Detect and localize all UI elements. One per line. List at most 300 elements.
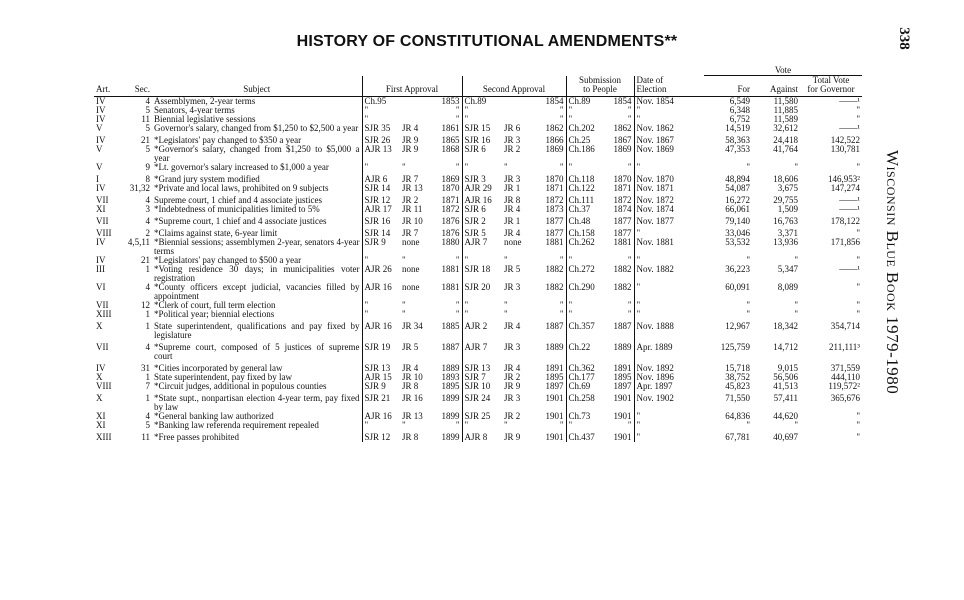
first-bill-cell: SJR 35 xyxy=(362,124,400,133)
second-year-cell: 1872 xyxy=(545,195,564,205)
first-bill-cell: AJR 6 xyxy=(362,172,400,184)
election-date-cell: Nov. 1902 xyxy=(634,391,704,412)
election-date-cell: Nov. 1888 xyxy=(634,319,704,340)
submission-ch-cell: Ch.69 xyxy=(566,382,608,391)
vote-against-cell: 14,712 xyxy=(773,342,798,352)
election-date-cell: Nov. 1872 xyxy=(634,193,704,205)
second-bill-cell: SJR 18 xyxy=(462,265,502,283)
first-year-cell: 1869 xyxy=(441,174,460,184)
total-vote-cell: " xyxy=(856,283,860,292)
vote-header: Vote xyxy=(704,66,862,76)
submission-ch-cell: Ch.73 xyxy=(566,412,608,421)
sec-cell: 7 xyxy=(145,382,150,391)
second-jr-cell: " xyxy=(504,310,508,319)
second-bill-cell: AJR 16 xyxy=(462,193,502,205)
total-vote-cell: 365,676 xyxy=(830,393,860,403)
art-cell: X xyxy=(96,373,103,382)
first-bill-cell: SJR 13 xyxy=(362,361,400,373)
vote-against-cell: " xyxy=(794,301,798,310)
vote-against-cell: 44,620 xyxy=(773,412,798,421)
second-bill-cell: " xyxy=(462,421,502,430)
second-year-cell: 1897 xyxy=(545,382,564,391)
sec-cell: 1 xyxy=(145,393,150,403)
total-vote-cell: 354,714 xyxy=(830,321,860,331)
col-subject: Subject xyxy=(152,76,362,97)
second-year-cell: 1901 xyxy=(545,432,564,442)
table-row xyxy=(94,106,862,115)
total-vote-cell: " xyxy=(856,163,860,172)
second-year-cell: 1871 xyxy=(545,184,564,193)
header-row xyxy=(94,76,862,97)
submission-ch-cell: Ch.48 xyxy=(566,214,608,226)
second-jr-cell: JR 2 xyxy=(504,373,521,382)
second-bill-cell: AJR 2 xyxy=(462,319,502,340)
table-row xyxy=(94,172,862,184)
subject-cell: *Governor's salary, changed from $1,250 to $5,000 a year xyxy=(154,145,360,163)
sec-cell: 21 xyxy=(141,135,150,145)
vote-against-cell: 9,015 xyxy=(777,363,798,373)
title-text: HISTORY OF CONSTITUTIONAL AMENDMENTS xyxy=(296,33,665,50)
submission-ch-cell: Ch.362 xyxy=(566,361,608,373)
total-vote-cell: " xyxy=(856,301,860,310)
election-date-cell: Nov. 1854 xyxy=(634,97,704,107)
first-bill-cell: " xyxy=(362,115,400,124)
table-row xyxy=(94,205,862,214)
second-year-cell: 1877 xyxy=(545,228,564,238)
submission-ch-cell: " xyxy=(566,106,608,115)
first-year-cell: 1893 xyxy=(441,373,460,382)
table-row xyxy=(94,382,862,391)
second-bill-cell: SJR 20 xyxy=(462,283,502,301)
second-year-cell: 1870 xyxy=(545,174,564,184)
vote-against-cell: 57,411 xyxy=(773,393,798,403)
total-vote-cell: 211,111³ xyxy=(829,342,860,352)
second-year-cell: 1882 xyxy=(545,283,564,292)
first-jr-cell: JR 10 xyxy=(402,373,423,382)
total-vote-cell: 119,572² xyxy=(828,382,860,391)
vote-for-cell: 14,519 xyxy=(725,124,750,133)
submission-year-cell: 1877 xyxy=(613,216,632,226)
sec-cell: 5 xyxy=(145,421,150,430)
submission-year-cell: " xyxy=(627,310,632,319)
second-jr-cell: JR 8 xyxy=(504,195,521,205)
election-date-cell: Nov. 1871 xyxy=(634,184,704,193)
subject-cell: Assemblymen, 2-year terms xyxy=(154,96,256,106)
subject-cell: *County officers except judicial, vacancies filled by appointment xyxy=(154,283,360,301)
submission-ch-cell: Ch.111 xyxy=(566,193,608,205)
first-bill-cell: SJR 9 xyxy=(362,238,400,256)
first-bill-cell: " xyxy=(362,163,400,172)
second-bill-cell: AJR 29 xyxy=(462,184,502,193)
sec-cell: 4 xyxy=(145,412,150,421)
table-row xyxy=(94,310,862,319)
first-year-cell: 1885 xyxy=(441,321,460,331)
first-bill-cell: " xyxy=(362,301,400,310)
first-bill-cell: " xyxy=(362,256,400,265)
col-art: Art. xyxy=(94,76,124,97)
first-year-cell: 1880 xyxy=(441,238,460,247)
vote-against-cell: " xyxy=(794,256,798,265)
first-bill-cell: SJR 21 xyxy=(362,391,400,412)
first-jr-cell: JR 13 xyxy=(402,184,423,193)
second-jr-cell: JR 6 xyxy=(504,124,521,133)
table-row xyxy=(94,430,862,442)
sec-cell: 5 xyxy=(145,145,150,154)
second-year-cell: " xyxy=(559,106,564,115)
first-jr-cell: JR 9 xyxy=(402,135,419,145)
vote-for-cell: " xyxy=(746,301,750,310)
subject-cell: *General banking law authorized xyxy=(154,412,274,421)
art-cell: X xyxy=(96,393,103,403)
sec-cell: 1 xyxy=(145,310,150,319)
vote-for-cell: 36,223 xyxy=(725,265,750,274)
submission-year-cell: " xyxy=(627,115,632,124)
submission-ch-cell: " xyxy=(566,421,608,430)
second-bill-cell: SJR 24 xyxy=(462,391,502,412)
art-cell: V xyxy=(96,145,103,154)
submission-ch-cell: " xyxy=(566,115,608,124)
first-year-cell: 1899 xyxy=(441,393,460,403)
submission-ch-cell: Ch.290 xyxy=(566,283,608,301)
submission-year-cell: " xyxy=(627,163,632,172)
sec-cell: 21 xyxy=(141,256,150,265)
second-jr-cell: JR 1 xyxy=(504,184,521,193)
submission-ch-cell: Ch.22 xyxy=(566,340,608,361)
subject-cell: *Grand jury system modified xyxy=(154,174,260,184)
election-date-cell: Nov. 1877 xyxy=(634,214,704,226)
submission-year-cell: 1882 xyxy=(613,283,632,292)
second-bill-cell: " xyxy=(462,106,502,115)
second-bill-cell: SJR 16 xyxy=(462,133,502,145)
submission-year-cell: 1862 xyxy=(613,124,632,133)
first-jr-cell xyxy=(400,115,432,124)
subject-cell: Governor's salary, changed from $1,250 to $2,500 a year xyxy=(154,124,359,133)
vote-against-cell: 32,612 xyxy=(773,124,798,133)
total-vote-cell: " xyxy=(856,115,860,124)
art-cell: I xyxy=(96,174,99,184)
submission-year-cell: 1887 xyxy=(613,321,632,331)
second-year-cell: 1866 xyxy=(545,135,564,145)
vote-against-cell: 24,418 xyxy=(773,135,798,145)
submission-year-cell: 1882 xyxy=(613,265,632,274)
second-bill-cell: " xyxy=(462,310,502,319)
vote-for-cell: 15,718 xyxy=(725,363,750,373)
total-vote-cell: 171,856 xyxy=(830,238,860,247)
first-jr-cell: JR 2 xyxy=(402,195,419,205)
total-vote-cell: " xyxy=(856,228,860,238)
art-cell: VIII xyxy=(96,382,112,391)
vote-against-cell: " xyxy=(794,310,798,319)
first-jr-cell: " xyxy=(402,310,406,319)
sec-cell: 8 xyxy=(145,174,150,184)
vote-for-cell: 6,752 xyxy=(729,115,750,124)
vote-against-cell: 41,513 xyxy=(773,382,798,391)
sec-cell: 11 xyxy=(141,115,150,124)
title-suffix: ** xyxy=(664,33,678,50)
table-row xyxy=(94,373,862,382)
second-bill-cell: AJR 7 xyxy=(462,238,502,256)
election-date-cell: " xyxy=(634,412,704,421)
election-date-cell: " xyxy=(634,106,704,115)
submission-ch-cell: Ch.357 xyxy=(566,319,608,340)
vote-against-cell: 13,936 xyxy=(773,238,798,247)
vote-against-cell: 3,371 xyxy=(777,228,798,238)
first-jr-cell: " xyxy=(402,421,406,430)
first-year-cell: 1899 xyxy=(441,412,460,421)
vote-for-cell: 45,823 xyxy=(725,382,750,391)
total-vote-cell: 178,122 xyxy=(830,216,860,226)
election-date-cell: " xyxy=(634,163,704,172)
table-row xyxy=(94,214,862,226)
table-row xyxy=(94,145,862,163)
second-year-cell: 1889 xyxy=(545,342,564,352)
subject-cell: *Cities incorporated by general law xyxy=(154,363,283,373)
second-bill-cell: SJR 3 xyxy=(462,172,502,184)
subject-cell: Biennial legislative sessions xyxy=(154,115,256,124)
first-bill-cell: AJR 26 xyxy=(362,265,400,283)
vote-against-cell: 5,347 xyxy=(777,265,798,274)
first-year-cell: 1881 xyxy=(441,265,460,274)
sec-cell: 4 xyxy=(145,216,150,226)
art-cell: V xyxy=(96,163,103,172)
election-date-cell: " xyxy=(634,301,704,310)
vote-against-cell: " xyxy=(794,163,798,172)
first-bill-cell: SJR 14 xyxy=(362,184,400,193)
election-date-cell: " xyxy=(634,226,704,238)
first-year-cell: " xyxy=(455,106,460,115)
amendments-table xyxy=(94,66,862,442)
first-year-cell: 1870 xyxy=(441,184,460,193)
second-jr-cell: JR 3 xyxy=(504,283,521,292)
sec-cell: 9 xyxy=(145,163,150,172)
first-bill-cell: SJR 14 xyxy=(362,226,400,238)
total-vote-cell: " xyxy=(856,310,860,319)
first-year-cell: " xyxy=(455,115,460,124)
submission-year-cell: 1895 xyxy=(613,373,632,382)
vote-for-cell: 64,836 xyxy=(725,412,750,421)
sec-cell: 1 xyxy=(145,265,150,274)
second-year-cell: 1881 xyxy=(545,238,564,247)
vote-against-cell: 3,675 xyxy=(777,184,798,193)
sec-cell: 4 xyxy=(145,342,150,352)
total-vote-cell: " xyxy=(856,106,860,115)
art-cell: X xyxy=(96,321,103,331)
table-row xyxy=(94,265,862,283)
second-jr-cell: JR 9 xyxy=(504,432,521,442)
first-jr-cell: none xyxy=(402,265,420,274)
vote-for-cell: 54,087 xyxy=(725,184,750,193)
first-bill-cell: SJR 12 xyxy=(362,193,400,205)
first-bill-cell: " xyxy=(362,310,400,319)
submission-year-cell: 1901 xyxy=(613,412,632,421)
total-vote-cell: " xyxy=(856,256,860,265)
first-year-cell: 1876 xyxy=(441,228,460,238)
table-row xyxy=(94,184,862,193)
first-year-cell: 1895 xyxy=(441,382,460,391)
first-bill-cell: AJR 16 xyxy=(362,412,400,421)
vote-against-cell: 56,506 xyxy=(773,373,798,382)
vote-against-cell: " xyxy=(794,421,798,430)
total-vote-cell: " xyxy=(856,421,860,430)
vote-for-cell: 79,140 xyxy=(725,216,750,226)
table-row xyxy=(94,361,862,373)
first-year-cell: " xyxy=(455,421,460,430)
table-row xyxy=(94,226,862,238)
subject-cell: *Indebtedness of municipalities limited to 5% xyxy=(154,205,320,214)
first-jr-cell: " xyxy=(402,256,406,265)
election-date-cell: " xyxy=(634,310,704,319)
second-bill-cell: AJR 8 xyxy=(462,430,502,442)
first-bill-cell: AJR 16 xyxy=(362,319,400,340)
vote-for-cell: 58,363 xyxy=(725,135,750,145)
second-year-cell: " xyxy=(559,163,564,172)
art-cell: IV xyxy=(96,363,106,373)
submission-year-cell: 1870 xyxy=(613,174,632,184)
election-date-cell: Nov. 1881 xyxy=(634,238,704,256)
first-year-cell: 1872 xyxy=(441,205,460,214)
second-jr-cell: JR 4 xyxy=(504,321,521,331)
running-title-text: Wisconsin Blue Book 1979-1980 xyxy=(883,150,902,395)
sec-cell: 1 xyxy=(145,373,150,382)
submission-year-cell: 1881 xyxy=(613,238,632,247)
table-row xyxy=(94,238,862,256)
sec-cell: 11 xyxy=(141,432,150,442)
vote-for-cell: " xyxy=(746,163,750,172)
art-cell: VI xyxy=(96,283,106,292)
table-row xyxy=(94,133,862,145)
sec-cell: 31,32 xyxy=(129,184,150,193)
vote-for-cell: 6,348 xyxy=(729,106,750,115)
first-jr-cell: JR 16 xyxy=(402,393,423,403)
second-bill-cell: AJR 7 xyxy=(462,340,502,361)
election-date-cell: Nov. 1892 xyxy=(634,361,704,373)
table-row xyxy=(94,115,862,124)
submission-ch-cell: Ch.177 xyxy=(566,373,608,382)
vote-against-cell: 18,342 xyxy=(773,321,798,331)
total-vote-cell: 147,274 xyxy=(830,184,860,193)
submission-year-cell: " xyxy=(627,421,632,430)
first-jr-cell: " xyxy=(402,163,406,172)
second-bill-cell: SJR 2 xyxy=(462,214,502,226)
second-jr-cell: " xyxy=(504,163,508,172)
submission-ch-cell: Ch.186 xyxy=(566,145,608,163)
submission-ch-cell: " xyxy=(566,310,608,319)
first-bill-cell: AJR 16 xyxy=(362,283,400,301)
first-year-cell: 1853 xyxy=(441,96,460,106)
first-year-cell: " xyxy=(455,301,460,310)
total-vote-cell: " xyxy=(856,412,860,421)
election-date-cell: Nov. 1874 xyxy=(634,205,704,214)
table-row xyxy=(94,391,862,412)
submission-year-cell: " xyxy=(627,256,632,265)
first-year-cell: 1871 xyxy=(441,195,460,205)
second-jr-cell: " xyxy=(504,256,508,265)
election-date-cell: Nov. 1870 xyxy=(634,172,704,184)
total-vote-cell: 142,522 xyxy=(830,135,860,145)
col-submission: Submission to People xyxy=(566,76,634,97)
art-cell: IV xyxy=(96,256,106,265)
total-vote-cell: 130,781 xyxy=(830,145,860,154)
table-row xyxy=(94,421,862,430)
art-cell: XIII xyxy=(96,432,112,442)
first-bill-cell: SJR 19 xyxy=(362,340,400,361)
vote-against-cell: 40,697 xyxy=(773,432,798,442)
election-date-cell: Nov. 1869 xyxy=(634,145,704,163)
subject-cell: *Legislators' pay changed to $500 a year xyxy=(154,256,302,265)
second-jr-cell: JR 3 xyxy=(504,342,521,352)
second-jr-cell: JR 2 xyxy=(504,145,521,154)
total-vote-cell: ——¹ xyxy=(839,96,860,106)
submission-year-cell: " xyxy=(627,106,632,115)
sec-cell: 5 xyxy=(145,106,150,115)
second-jr-cell: JR 4 xyxy=(504,363,521,373)
second-jr-cell: " xyxy=(504,301,508,310)
subject-cell: State superintendent, qualifications and pay fixed by legislature xyxy=(154,321,360,340)
subject-cell: State superintendent, pay fixed by law xyxy=(154,373,292,382)
first-jr-cell: JR 11 xyxy=(402,205,423,214)
second-year-cell: 1895 xyxy=(545,373,564,382)
total-vote-cell: 444,110 xyxy=(831,373,860,382)
second-year-cell: 1854 xyxy=(545,96,564,106)
art-cell: XI xyxy=(96,421,106,430)
sec-cell: 31 xyxy=(141,363,150,373)
first-year-cell: " xyxy=(455,310,460,319)
col-against: Against xyxy=(752,76,800,97)
vote-for-cell: " xyxy=(746,256,750,265)
second-jr-cell: JR 2 xyxy=(504,412,521,421)
vote-against-cell: 1,509 xyxy=(777,205,798,214)
subject-cell: *Private and local laws, prohibited on 9 subjects xyxy=(154,184,329,193)
table-row xyxy=(94,340,862,361)
sec-cell: 4,5,11 xyxy=(127,238,150,247)
vote-against-cell: 18,606 xyxy=(773,174,798,184)
second-bill-cell: " xyxy=(462,163,502,172)
first-jr-cell: JR 4 xyxy=(402,363,419,373)
art-cell: IV xyxy=(96,184,106,193)
first-jr-cell: " xyxy=(402,301,406,310)
total-vote-cell: ——¹ xyxy=(839,195,860,205)
table-row xyxy=(94,97,862,107)
first-jr-cell: none xyxy=(402,283,420,292)
subject-cell: *Free passes prohibited xyxy=(154,432,239,442)
submission-year-cell: 1877 xyxy=(613,228,632,238)
election-date-cell: " xyxy=(634,430,704,442)
sec-cell: 4 xyxy=(145,96,150,106)
second-bill-cell: Ch.89 xyxy=(462,97,502,107)
submission-year-cell: 1854 xyxy=(613,96,632,106)
vote-against-cell: 29,755 xyxy=(773,195,798,205)
first-year-cell: 1887 xyxy=(441,342,460,352)
subject-cell: *Voting residence 30 days; in municipalities voter registration xyxy=(154,265,360,283)
second-year-cell: 1869 xyxy=(545,145,564,154)
second-year-cell: " xyxy=(559,256,564,265)
second-jr-cell: JR 5 xyxy=(504,265,521,274)
second-year-cell: " xyxy=(559,421,564,430)
second-jr-cell: JR 3 xyxy=(504,174,521,184)
second-year-cell: 1873 xyxy=(545,205,564,214)
second-bill-cell: SJR 10 xyxy=(462,382,502,391)
first-bill-cell: AJR 17 xyxy=(362,205,400,214)
second-year-cell: 1882 xyxy=(545,265,564,274)
first-jr-cell: JR 7 xyxy=(402,228,419,238)
submission-ch-cell: " xyxy=(566,256,608,265)
first-jr-cell xyxy=(400,97,432,107)
vote-for-cell: 48,894 xyxy=(725,174,750,184)
subject-cell: *Legislators' pay changed to $350 a year xyxy=(154,135,302,145)
first-bill-cell: SJR 12 xyxy=(362,430,400,442)
art-cell: V xyxy=(96,124,103,133)
vote-against-cell: 11,580 xyxy=(773,96,798,106)
